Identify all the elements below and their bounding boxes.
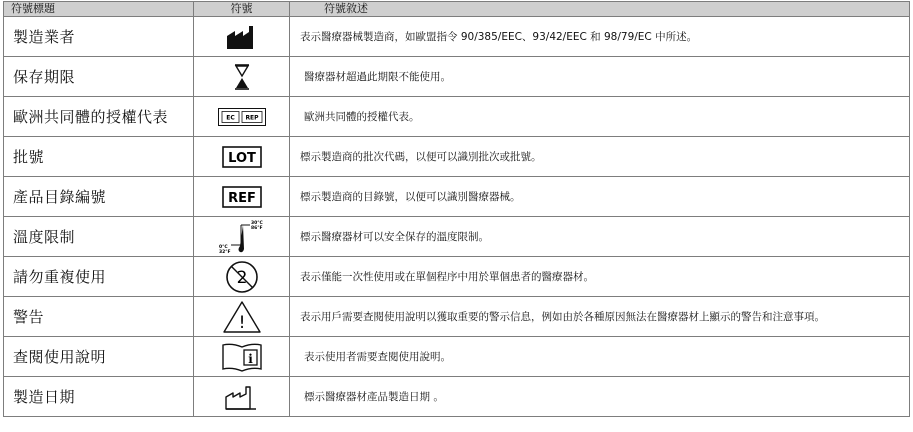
row-description: 標示製造商的批次代碼，以便可以識別批次或批號。: [290, 137, 910, 177]
temp-low-f: 32°F: [218, 249, 231, 255]
row-symbol: [194, 17, 290, 57]
row-title: 溫度限制: [4, 217, 194, 257]
rep-label: REP: [244, 114, 259, 121]
row-title: 歐洲共同體的授權代表: [4, 97, 194, 137]
row-description: 歐洲共同體的授權代表。: [290, 97, 910, 137]
row-description: 表示醫療器械製造商，如歐盟指令 90/385/EEC、93/42/EEC 和 98/79/EC 中所述。: [290, 17, 910, 57]
row-description: 標示製造商的目錄號，以便可以識別醫療器械。: [290, 177, 910, 217]
table-row: [4, 217, 910, 257]
row-symbol: [194, 57, 290, 97]
header-symbol: 符號: [194, 2, 290, 17]
table-row: [4, 257, 910, 297]
header-title: 符號標題: [4, 2, 194, 17]
row-title: 請勿重複使用: [4, 257, 194, 297]
temp-high-c: 30°C: [250, 220, 263, 226]
row-title: 保存期限: [4, 57, 194, 97]
table-row: [4, 57, 910, 97]
hourglass-icon: [232, 63, 252, 91]
ec-label: EC: [225, 114, 235, 121]
table-row: [4, 137, 910, 177]
table-row: [4, 377, 910, 417]
row-title: 批號: [4, 137, 194, 177]
table-row: [4, 177, 910, 217]
ref-label: REF: [227, 190, 256, 206]
table-row: [4, 337, 910, 377]
row-title: 產品目錄編號: [4, 177, 194, 217]
table-row: [4, 297, 910, 337]
row-description: 標示醫療器材可以安全保存的溫度限制。: [290, 217, 910, 257]
consult-instructions-icon: [222, 342, 262, 372]
ref-icon: [222, 186, 262, 208]
table-row: [4, 97, 910, 137]
row-description: 表示僅能一次性使用或在單個程序中用於單個患者的醫療器材。: [290, 257, 910, 297]
row-description: 表示用戶需要查閱使用說明以獲取重要的警示信息，例如由於各種原因無法在醫療器材上顯示的警告和注意事項。: [290, 297, 910, 337]
row-title: 警告: [4, 297, 194, 337]
warning-icon: [222, 300, 262, 334]
info-mark: i: [247, 351, 253, 366]
row-description: 醫療器材超過此期限不能使用。: [290, 57, 910, 97]
lot-icon: [222, 146, 262, 168]
row-description: 標示醫療器材產品製造日期 。: [290, 377, 910, 417]
row-title: 查閱使用說明: [4, 337, 194, 377]
row-description: 表示使用者需要查閱使用說明。: [290, 337, 910, 377]
row-symbol: [194, 297, 290, 337]
row-symbol: [194, 217, 290, 257]
row-symbol: [194, 257, 290, 297]
row-symbol: [194, 177, 290, 217]
header-description: 符號敘述: [290, 2, 910, 17]
ec-rep-icon: [218, 108, 266, 126]
reuse-digit: 2: [236, 267, 247, 288]
row-title: 製造日期: [4, 377, 194, 417]
lot-label: LOT: [227, 150, 256, 166]
symbols-table: [3, 1, 910, 417]
warning-mark: !: [238, 312, 245, 333]
row-symbol: [194, 137, 290, 177]
row-title: 製造業者: [4, 17, 194, 57]
temp-high-f: 86°F: [250, 225, 263, 231]
row-symbol: [194, 377, 290, 417]
row-symbol: [194, 97, 290, 137]
thermometer-icon: [217, 219, 267, 255]
table-header-row: [4, 2, 910, 17]
date-of-manufacture-icon: [224, 384, 260, 410]
do-not-reuse-icon: [225, 260, 259, 294]
table-row: [4, 17, 910, 57]
temp-low-c: 0°C: [218, 244, 228, 250]
row-symbol: [194, 337, 290, 377]
manufacturer-icon: [225, 24, 259, 50]
